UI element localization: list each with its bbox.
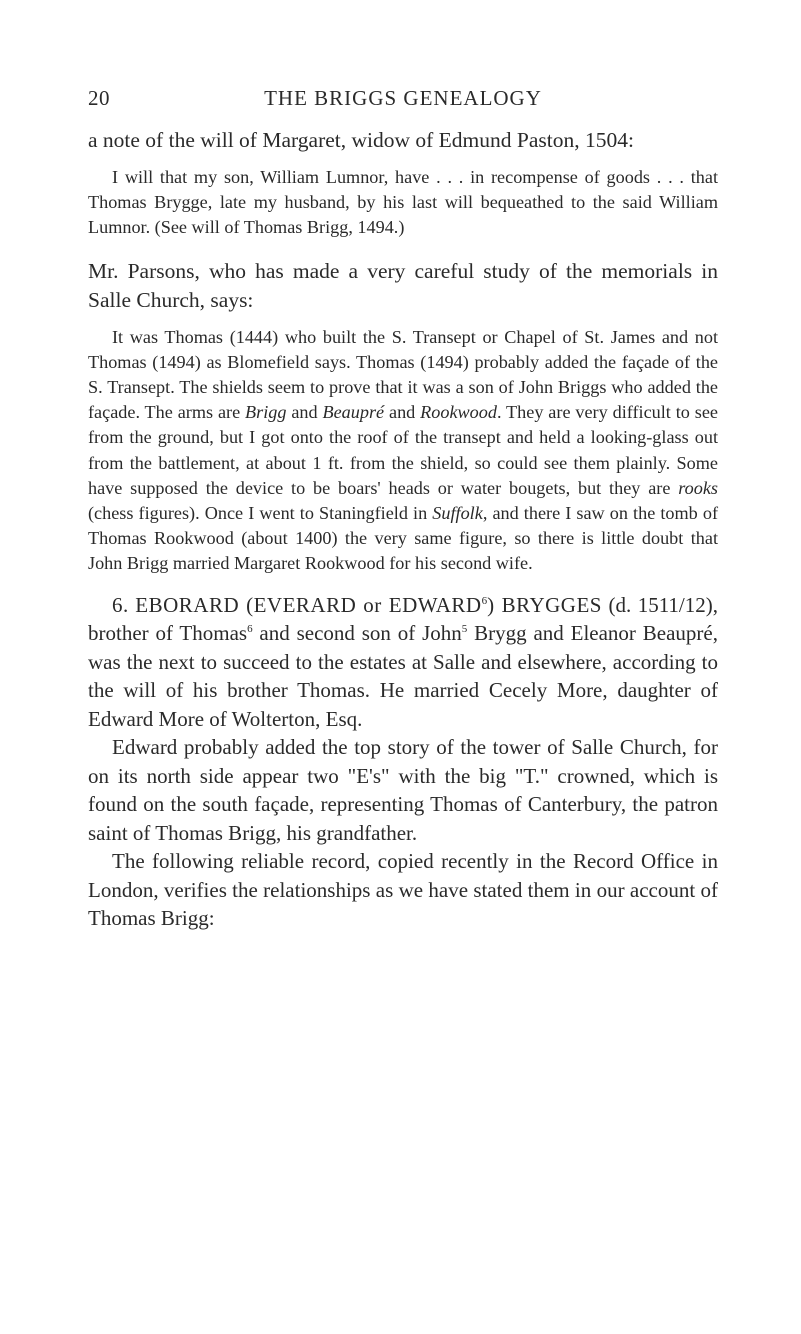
quote-text: and	[286, 402, 323, 423]
page-header	[88, 86, 718, 122]
quote-text: , and there I saw on the tomb of Thomas Rookwood (about 1400) the very same figure, so there is little doubt that John Brigg married Margaret Rookwood for his second wife.	[88, 503, 718, 574]
parsons-intro-paragraph: Mr. Parsons, who has made a very careful study of the memorials in Salle Church, says:	[88, 258, 718, 312]
quote-text: and	[384, 402, 421, 423]
superscript: 6	[247, 623, 253, 636]
section-heading-name-end: ) BRYGGES	[487, 592, 602, 617]
suffolk-term: Suffolk	[432, 503, 483, 524]
running-title: THE BRIGGS GENEALOGY	[264, 86, 542, 110]
section-6-paragraph	[88, 591, 718, 734]
superscript: 6	[481, 594, 488, 607]
section-text: Brygg and Eleanor Beaupré, was the next to succeed to the estates at Salle and elsewhere, according to the will of his brother Thomas. He married Cecely More, daughter of Edward More of Wolterton, Esq.	[88, 621, 718, 731]
quote-text: It was Thomas (1444) who built the S. Transept or Chapel of St. James and not Thomas (1494) as Blomefield says. Thomas (1494) probably added the façade of the S. Transept. The shields seem to prove that it was a son of John Briggs who added the façade. The arms are	[88, 326, 718, 423]
parsons-quotation	[88, 325, 718, 577]
quote-text: . They are very difficult to see from the ground, but I got onto the roof of the transept and held a looking-glass out from the battlement, at about 1 ft. from the shield, so could see them plainly. Some have supposed the device to be boars' heads or water bougets, but they are	[88, 402, 718, 498]
rooks-term: rooks	[678, 477, 718, 498]
tower-paragraph: Edward probably added the top story of the tower of Salle Church, for on its north side appear two "E's" with the big "T." crowned, which is found on the south façade, representing Thomas of Canterbury, the patron saint of Thomas Brigg, his grandfather.	[88, 735, 718, 845]
arms-rookwood: Rookwood	[420, 402, 497, 423]
section-heading-name: EBORARD (EVERARD or EDWARD	[135, 592, 482, 617]
superscript: 5	[461, 623, 468, 636]
arms-brigg: Brigg	[245, 402, 287, 423]
record-paragraph: The following reliable record, copied recently in the Record Office in London, verifies the relationships as we have stated them in our account of Thomas Brigg:	[88, 849, 718, 931]
section-text: (d. 1511/12), brother of Thomas	[88, 592, 718, 646]
arms-beaupre: Beaupré	[322, 402, 385, 423]
book-page	[88, 86, 718, 933]
quote-text: (chess figures). Once I went to Staningfield in	[88, 503, 433, 524]
will-quotation: I will that my son, William Lumnor, have . . . in recompense of goods . . . that Thomas Brygge, late my husband, by his last will bequeathed to the said William Lumnor. (See will of Thomas Brigg, 1494.)	[88, 167, 718, 238]
page-number: 20	[88, 86, 110, 110]
section-number: 6.	[112, 592, 129, 617]
section-text: and second son of John	[252, 621, 462, 646]
intro-paragraph: a note of the will of Margaret, widow of Edmund Paston, 1504:	[88, 128, 634, 152]
